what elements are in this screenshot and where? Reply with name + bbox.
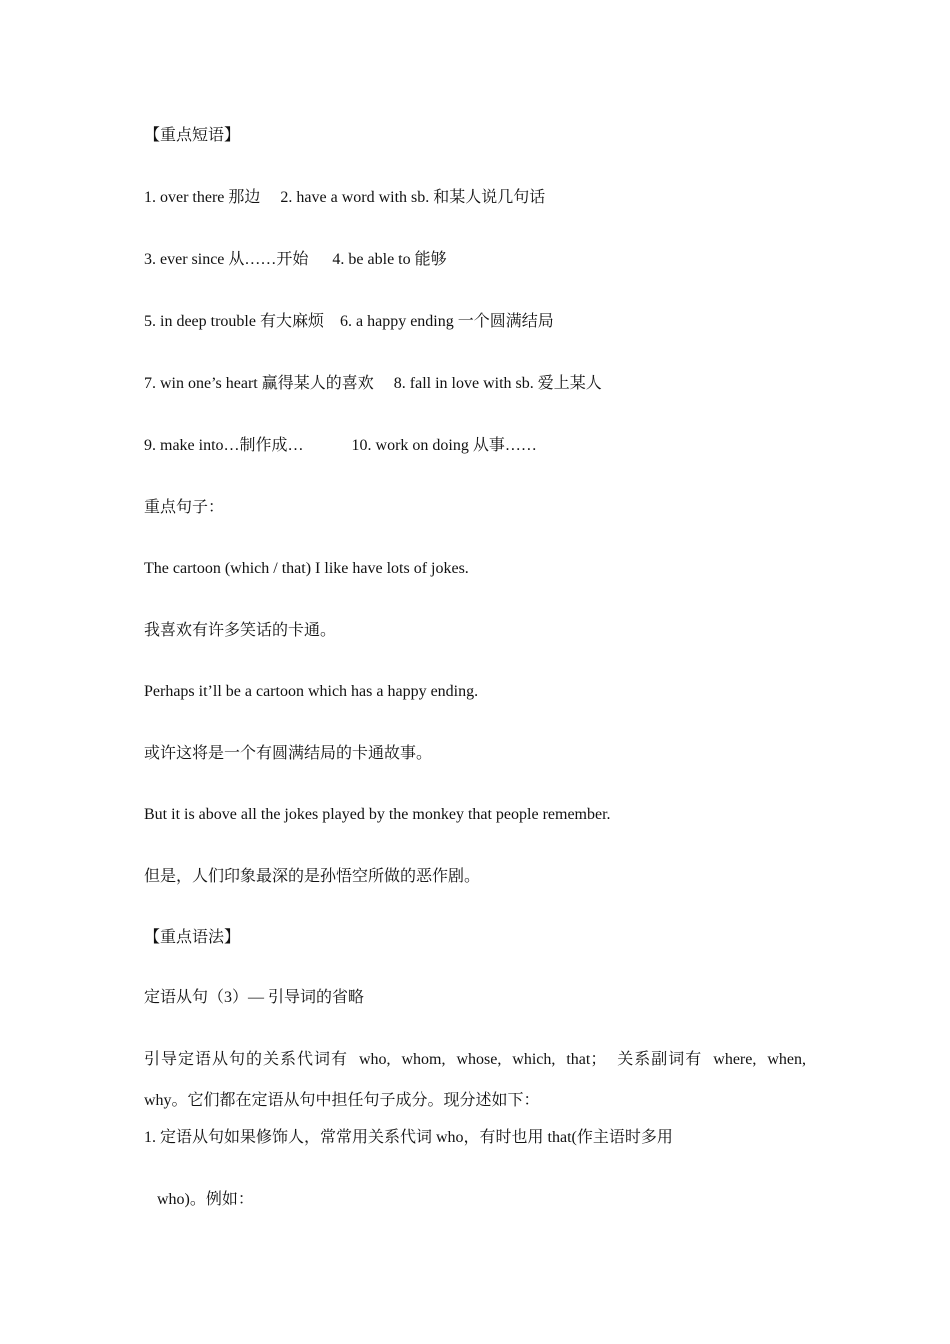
sentence-cn-1: 我喜欢有许多笑话的卡通。 — [144, 622, 337, 639]
phrase-item: 9. make into…制作成… — [144, 437, 304, 454]
grammar-intro-line-2: why。它们都在定语从句中担任句子成分。现分述如下： — [144, 1092, 540, 1109]
phrase-row-1 — [144, 188, 545, 208]
sentence-cn-2: 或许这将是一个有圆满结局的卡通故事。 — [144, 745, 433, 762]
intro-word: whom, — [401, 1051, 446, 1068]
grammar-subheading: 定语从句（3）— 引导词的省略 — [144, 989, 365, 1006]
intro-word: which, — [512, 1051, 556, 1068]
sentence-en-2: Perhaps it’ll be a cartoon which has a happy ending. — [144, 683, 479, 700]
phrase-row-2 — [144, 250, 447, 270]
intro-word: when, — [767, 1051, 806, 1068]
phrase-item: 8. fall in love with sb. 爱上某人 — [393, 375, 602, 392]
sentence-cn-3: 但是，人们印象最深的是孙悟空所做的恶作剧。 — [144, 868, 481, 885]
phrase-item: 3. ever since 从……开始 — [144, 251, 309, 268]
phrase-row-3 — [144, 312, 554, 332]
grammar-point-1-line-2: who)。例如： — [157, 1191, 254, 1208]
phrase-row-5 — [144, 436, 537, 456]
phrase-item: 10. work on doing 从事…… — [351, 437, 537, 454]
sentences-heading: 重点句子： — [144, 499, 225, 516]
phrase-item: 7. win one’s heart 赢得某人的喜欢 — [144, 375, 374, 392]
sentence-en-3: But it is above all the jokes played by the monkey that people remember. — [144, 806, 611, 823]
grammar-heading: 【重点语法】 — [144, 929, 241, 946]
grammar-intro-line-1 — [144, 1050, 806, 1070]
intro-word: who, — [358, 1051, 391, 1068]
phrase-item: 6. a happy ending 一个圆满结局 — [339, 313, 554, 330]
phrases-heading: 【重点短语】 — [144, 127, 241, 144]
phrase-row-4 — [144, 374, 602, 394]
intro-word: that； — [566, 1051, 607, 1068]
phrase-item: 5. in deep trouble 有大麻烦 — [144, 313, 324, 330]
sentence-en-1: The cartoon (which / that) I like have lots of jokes. — [144, 560, 469, 577]
intro-word: 引导定语从句的关系代词有 — [144, 1051, 349, 1068]
intro-word: whose, — [456, 1051, 502, 1068]
intro-word: where, — [713, 1051, 757, 1068]
phrase-item: 1. over there 那边 — [144, 189, 261, 206]
grammar-point-1-line-1: 1. 定语从句如果修饰人，常常用关系代词 who，有时也用 that(作主语时多用 — [144, 1129, 673, 1146]
phrase-item: 4. be able to 能够 — [332, 251, 447, 268]
phrase-item: 2. have a word with sb. 和某人说几句话 — [280, 189, 546, 206]
intro-word: 关系副词有 — [617, 1051, 703, 1068]
